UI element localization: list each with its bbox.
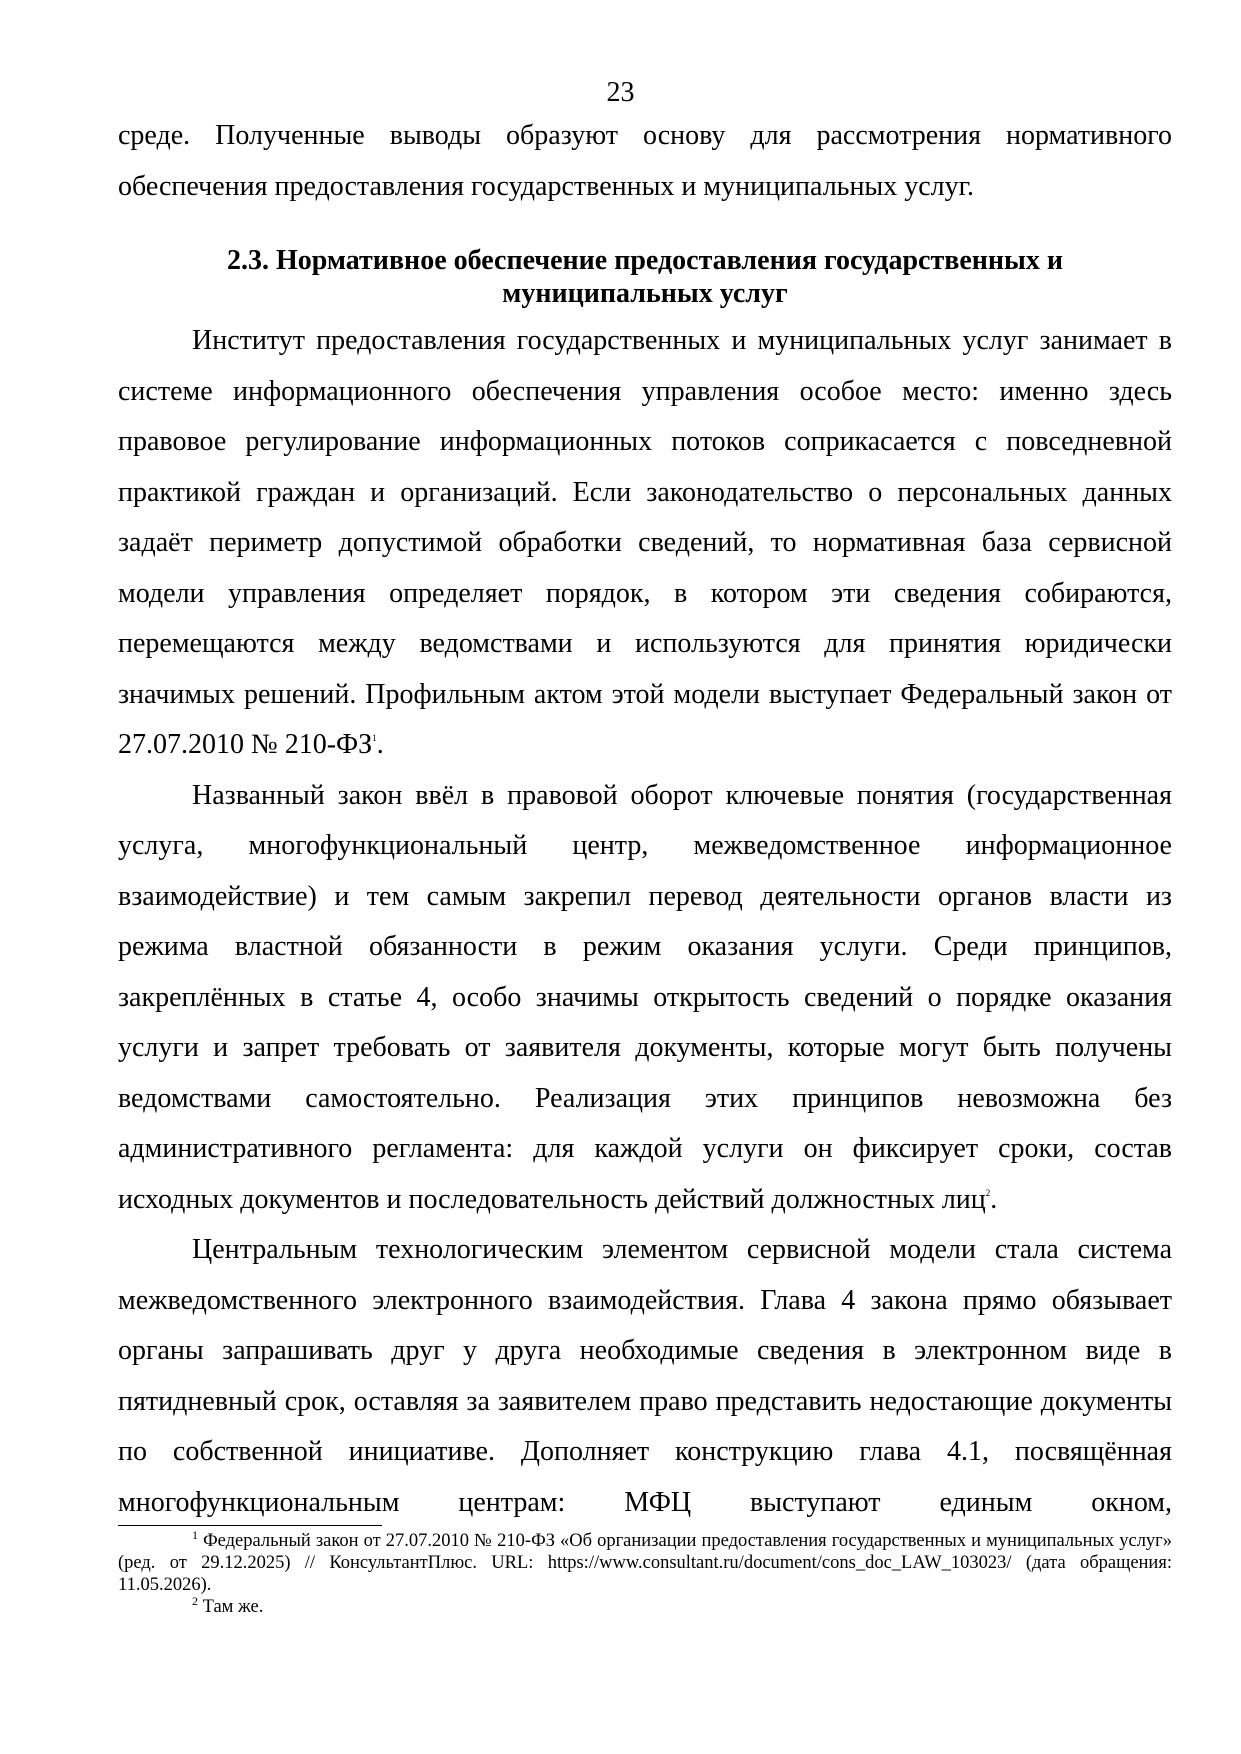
footnote xyxy=(118,1530,1172,1596)
main-text xyxy=(118,316,1172,1528)
footnotes xyxy=(118,1530,1172,1618)
paragraph xyxy=(118,316,1172,771)
footnote-ref: 1 xyxy=(372,733,377,743)
footnote-separator xyxy=(118,1525,382,1526)
footnote-number: 1 xyxy=(192,1528,198,1542)
section-heading-line-1: 2.3. Нормативное обеспечение предоставления государственных и xyxy=(226,245,1064,276)
paragraph xyxy=(118,1225,1172,1528)
footnote-text: Федеральный закон от 27.07.2010 № 210-ФЗ «Об организации предоставления государственных и муниципальных услуг» (ред. от 29.12.2025) // КонсультантПлюс. URL: https://www.consultant.ru/document/cons_doc_LAW_103023/ (дата обращения: 11.05.2026). xyxy=(118,1531,1173,1595)
footnote-text: Там же. xyxy=(202,1597,264,1617)
lead-paragraph-text: среде. Полученные выводы образуют основу для рассмотрения нормативного обеспечения предоставления государственных и муниципальных услуг. xyxy=(118,120,1172,202)
paragraph-text: Центральным технологическим элементом сервисной модели стала система межведомственного электронного взаимодействия. Глава 4 закона прямо обязывает органы запрашивать друг у друга необходимые сведения в электронном виде в пятидневный срок, оставляя за заявителем право представить недостающие документы по собственной инициативе. Дополняет конструкцию глава 4.1, посвящённая многофункциональным центрам: МФЦ выступают единым окном, xyxy=(118,1234,1172,1518)
footnote-number: 2 xyxy=(192,1594,198,1608)
paragraph-tail: . xyxy=(376,729,384,760)
footnote-ref: 2 xyxy=(985,1187,991,1198)
section-heading xyxy=(118,244,1172,310)
paragraph-text: Названный закон ввёл в правовой оборот ключевые понятия (государственная услуга, многофункциональный центр, межведомственное информационное взаимодействие) и тем самым закрепил перевод деятельности органов власти из режима властной обязанности в режим оказания услуги. Среди принципов, закреплённых в статье 4, особо значимы открытость сведений о порядке оказания услуги и запрет требовать от заявителя документы, которые могут быть получены ведомствами самостоятельно. Реализация этих принципов невозможна без административного регламента: для каждой услуги он фиксирует сроки, состав исходных документов и последовательность действий должностных лиц xyxy=(118,779,1172,1215)
lead-paragraph xyxy=(118,111,1172,212)
page-number: 23 xyxy=(606,77,635,108)
footnote xyxy=(118,1596,1172,1618)
paragraph xyxy=(118,771,1172,1226)
paragraph-tail: . xyxy=(990,1183,998,1215)
paragraph-text: Институт предоставления государственных и муниципальных услуг занимает в системе информационного обеспечения управления особое место: именно здесь правовое регулирование информационных потоков соприкасается с повседневной практикой граждан и организаций. Если законодательство о персональных данных задаёт периметр допустимой обработки сведений, то нормативная база сервисной модели управления определяет порядок, в котором эти сведения собираются, перемещаются между ведомствами и используются для принятия юридически значимых решений. Профильным актом этой модели выступает Федеральный закон от 27.07.2010 № 210-ФЗ xyxy=(118,325,1172,760)
section-heading-line-2: муниципальных услуг xyxy=(502,278,788,309)
